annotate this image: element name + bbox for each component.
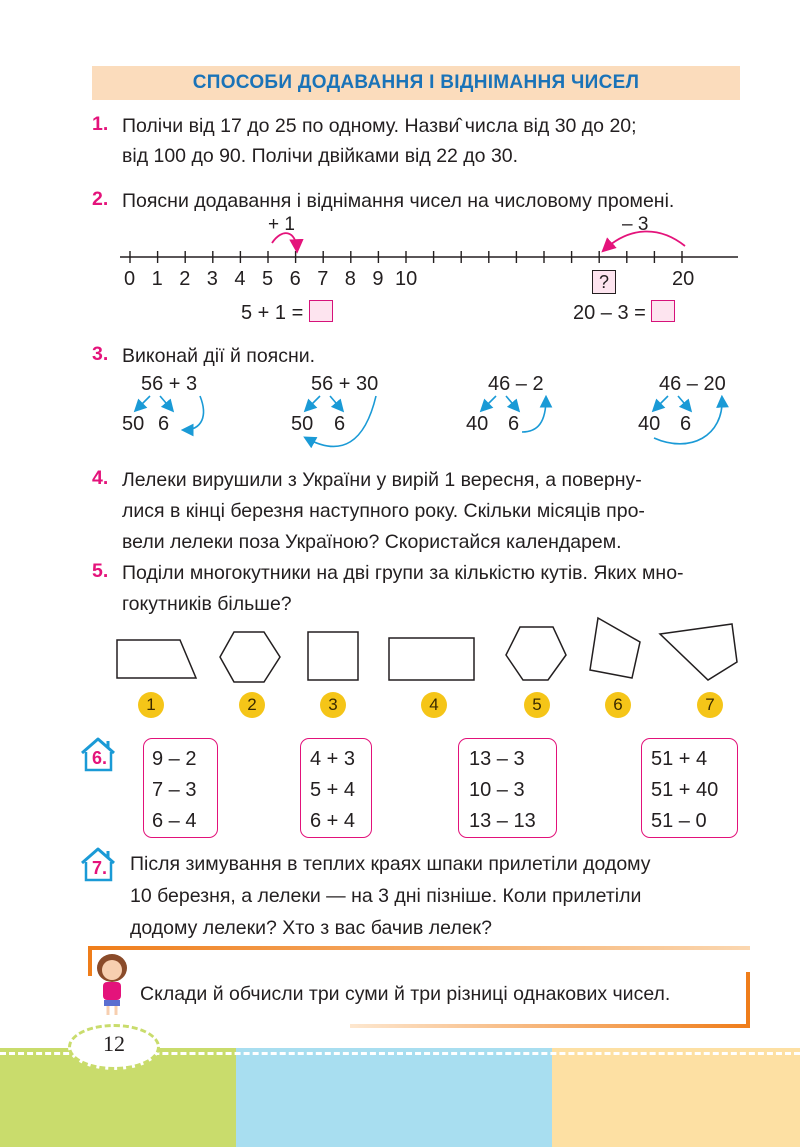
task-5-line-1: Поділи многокутники на дві групи за кількістю кутів. Яких мно- (122, 562, 684, 584)
polygons (100, 610, 750, 686)
task-1-number: 1. (92, 113, 109, 135)
polygon-5 (506, 627, 566, 680)
task-4-number: 4. (92, 467, 109, 489)
task-6-number: 6. (92, 748, 108, 768)
polygon-2 (220, 632, 280, 682)
t3-part-1a: 50 (122, 413, 145, 435)
task-3-text: Виконай дії й поясни. (122, 345, 316, 367)
minus-three-label: – 3 (622, 214, 649, 235)
t3-part-3b: 6 (508, 413, 520, 435)
task-4-line-1: Лелеки вирушили з України у вирій 1 вересня, а поверну- (122, 469, 642, 491)
page-title: СПОСОБИ ДОДАВАННЯ І ВІДНІМАННЯ ЧИСЕЛ (192, 72, 640, 93)
footer-strip-blue (236, 1048, 552, 1147)
polygon-6 (590, 618, 640, 678)
task-7-line-1: Після зимування в теплих краях шпаки прилетіли додому (130, 853, 651, 875)
polygon-4 (389, 638, 474, 680)
task-1-line-1: Полічи від 17 до 25 по одному. Назви̂ числа від 30 до 20; (122, 115, 637, 137)
task-6-box-2: 4 + 3 5 + 4 6 + 4 (300, 738, 372, 838)
shape-badge-6: 6 (605, 692, 631, 718)
task-5-line-2: гокутників більше? (122, 593, 292, 615)
number-line-label: 10 (395, 268, 418, 290)
task-1-line-2: від 100 до 90. Полічи двійками від 22 до 30. (122, 145, 519, 167)
t3-expr-4: 46 – 20 (659, 373, 726, 395)
equation-20-minus-3: 20 – 3 = (573, 300, 675, 325)
t3-part-4b: 6 (680, 413, 692, 435)
polygon-7 (660, 624, 737, 680)
answer-box (309, 300, 333, 322)
number-line-label: 2 (179, 268, 191, 290)
task-4-line-3: вели лелеки поза Україною? Скористайся календарем. (122, 531, 622, 553)
polygon-1 (117, 640, 196, 678)
label-20: 20 (672, 268, 695, 290)
girl-icon (90, 952, 136, 1018)
number-line-label: 0 (124, 268, 136, 290)
answer-box (651, 300, 675, 322)
task-5-number: 5. (92, 560, 109, 582)
number-line (100, 210, 750, 280)
task-6-box-3: 13 – 3 10 – 3 13 – 13 (458, 738, 557, 838)
t3-expr-1: 56 + 3 (141, 373, 198, 395)
number-line-label: 8 (344, 268, 356, 290)
number-line-label: 3 (206, 268, 218, 290)
number-line-label: 9 (372, 268, 384, 290)
tip-frame-top (88, 946, 750, 950)
task-3-arrows (110, 392, 750, 462)
t3-part-3a: 40 (466, 413, 489, 435)
shape-badge-3: 3 (320, 692, 346, 718)
task-2-number: 2. (92, 188, 109, 210)
number-line-label: 4 (234, 268, 246, 290)
shape-badge-5: 5 (524, 692, 550, 718)
shape-badge-7: 7 (697, 692, 723, 718)
t3-part-2a: 50 (291, 413, 314, 435)
footer-strip-peach (552, 1048, 800, 1147)
number-line-label: 5 (262, 268, 274, 290)
task-7-line-3: додому лелеки? Хто з вас бачив лелек? (130, 917, 492, 939)
page-number: 12 (103, 1031, 125, 1056)
task-6-box-1: 9 – 2 7 – 3 6 – 4 (143, 738, 218, 838)
shape-badge-1: 1 (138, 692, 164, 718)
polygon-3 (308, 632, 358, 680)
task-7-number: 7. (92, 858, 108, 878)
t3-expr-3: 46 – 2 (488, 373, 544, 395)
equation-5-plus-1: 5 + 1 = (241, 300, 333, 325)
shape-badge-2: 2 (239, 692, 265, 718)
number-line-label: 6 (289, 268, 301, 290)
plus-one-label: + 1 (268, 214, 295, 235)
task-3-number: 3. (92, 343, 109, 365)
task-7-line-2: 10 березня, а лелеки — на 3 дні пізніше. Коли прилетіли (130, 885, 642, 907)
tip-text: Склади й обчисли три суми й три різниці однакових чисел. (140, 983, 671, 1005)
number-line-label: 1 (151, 268, 163, 290)
t3-part-1b: 6 (158, 413, 170, 435)
t3-part-4a: 40 (638, 413, 661, 435)
task-6-box-4: 51 + 4 51 + 40 51 – 0 (641, 738, 738, 838)
task-4-line-2: лися в кінці березня наступного року. Скільки місяців про- (122, 500, 645, 522)
tip-frame-bottom (350, 1024, 750, 1028)
task-2-text: Поясни додавання і віднімання чисел на числовому промені. (122, 190, 675, 212)
shape-badge-4: 4 (421, 692, 447, 718)
number-line-label: 7 (317, 268, 329, 290)
tip-frame-right (746, 972, 750, 1028)
t3-part-2b: 6 (334, 413, 346, 435)
t3-expr-2: 56 + 30 (311, 373, 379, 395)
question-box: ? (592, 270, 616, 294)
